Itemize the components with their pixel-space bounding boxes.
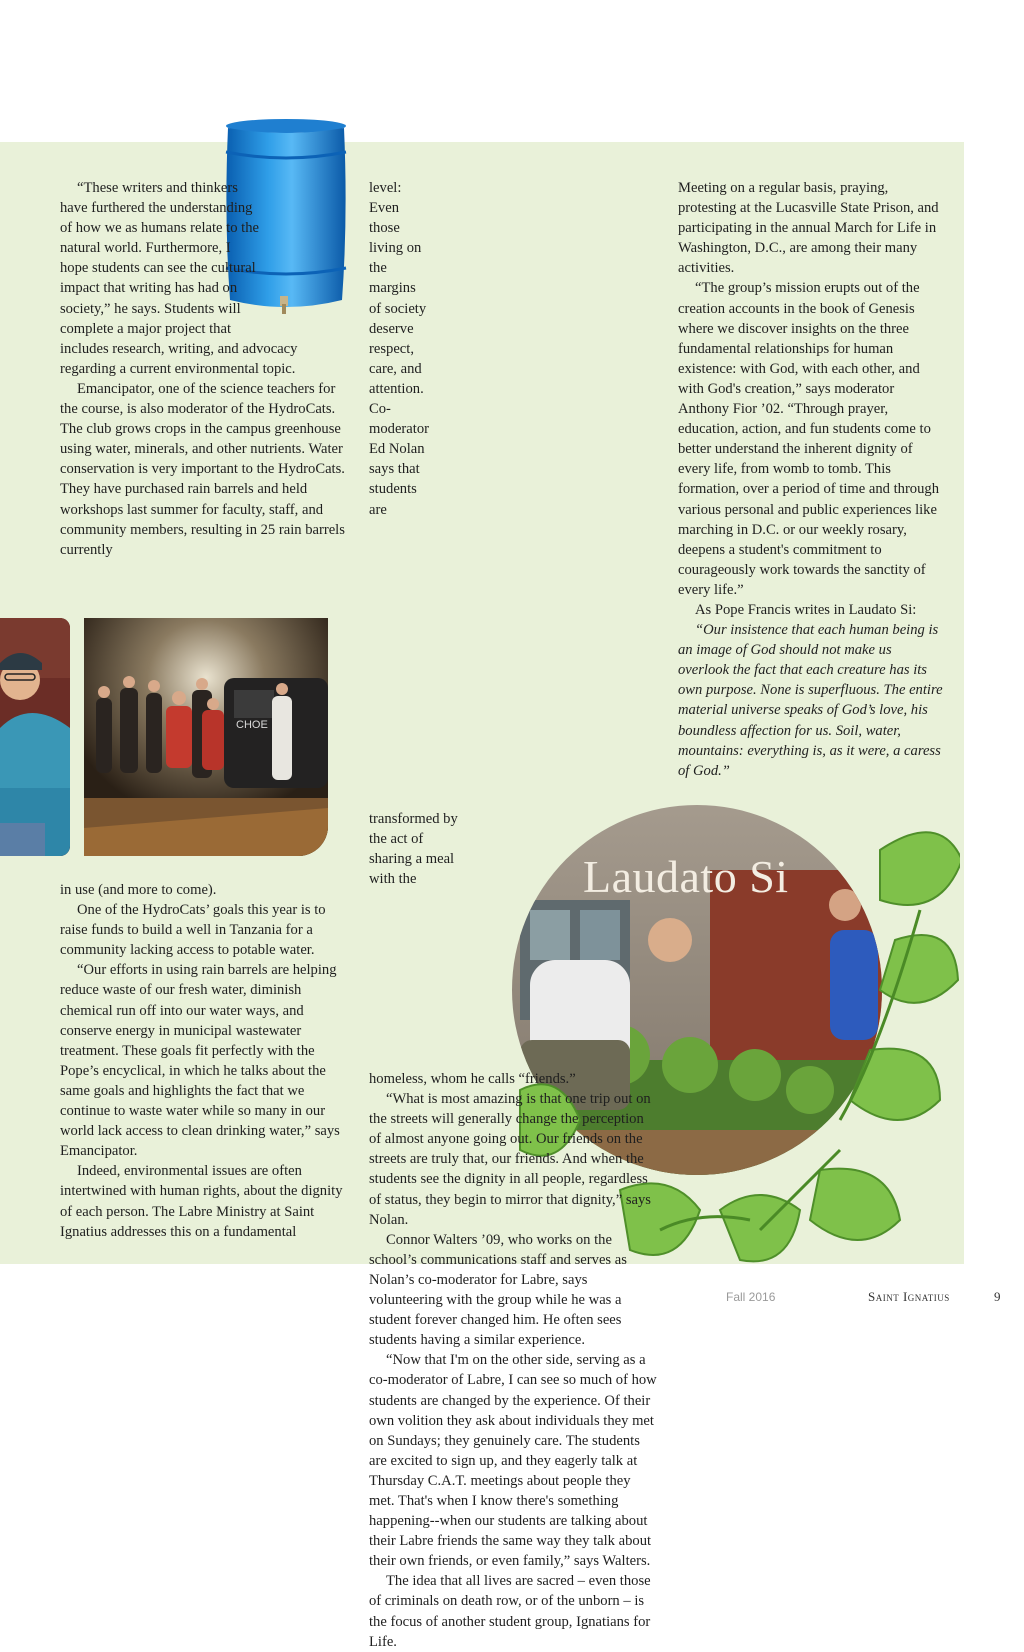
paragraph: As Pope Francis writes in Laudato Si: xyxy=(695,601,917,618)
laudato-si-title: Laudato Si xyxy=(583,851,789,902)
paragraph: “What is most amazing is that one trip out on the streets will generally change the perception of almost anyone going out. Our friends on the streets are truly that, our friends. And when the students see the dignity in all people, regardless of status, they begin to mirror that dignity,” says Nolan. xyxy=(369,1091,651,1228)
magazine-name: Saint Ignatius xyxy=(868,1289,950,1304)
paragraph: in use (and more to come). xyxy=(60,882,217,898)
paragraph: “These writers and thinkers have furthered the understanding of how we as humans relate to the natural world. Furthermore, I hope students can see the cultural impact that writing has had on society,” he says. Students will complete a major project that includes research, writing, and advocacy regarding a current environmental topic. xyxy=(60,180,298,377)
paragraph: level: Even those living on the margins of society deserve respect, care, and attention. Co-moderator Ed Nolan says that students are transformed by the act of sharing a meal with the homeless, whom he calls “friends.” xyxy=(369,180,576,1087)
van-lettering: CHOE xyxy=(236,719,268,731)
column-1-top xyxy=(60,178,346,560)
column-2 xyxy=(369,178,659,1652)
paragraph: Meeting on a regular basis, praying, protesting at the Lucasville State Prison, and participating in the annual March for Life in Washington, D.C., are among their many activities. xyxy=(678,180,939,277)
paragraph: Indeed, environmental issues are often intertwined with human rights, about the dignity of each person. The Labre Ministry at Saint Ignatius addresses this on a fundamental xyxy=(60,1163,343,1240)
issue-label: Fall 2016 xyxy=(726,1290,776,1304)
paragraph: “Our efforts in using rain barrels are helping reduce waste of our fresh water, diminish chemical run off into our water ways, and conserve energy in municipal wastewater treatment. These goals fit perfectly with the Pope’s encyclical, in which he talks about the same goals and highlights the fact that we continue to waste water while so many in our world lack access to clean drinking water,” says Emancipator. xyxy=(60,962,340,1160)
column-3 xyxy=(678,178,946,781)
column-1-bottom xyxy=(60,880,346,1242)
labre-group-night-photo xyxy=(84,618,328,856)
pope-francis-quote: “Our insistence that each human being is an image of God should not make us overlook the fact that each creature has its own purpose. None is superfluous. The entire material universe speaks of God’s love, his boundless affection for us. Soil, water, mountains: everything is, as it were, a caress of God.” xyxy=(678,622,943,779)
paragraph: Emancipator, one of the science teachers for the course, is also moderator of the HydroCats. The club grows crops in the campus greenhouse using water, minerals, and other nutrients. Water conservation is very important to the HydroCats. They have purchased rain barrels and held workshops last summer for faculty, staff, and community members, resulting in 25 rain barrels currently xyxy=(60,380,345,558)
student-portrait-photo xyxy=(0,618,70,856)
paragraph: “Now that I'm on the other side, serving as a co-moderator of Labre, I can see so much of how students are changed by the experience. Of their own volition they ask about individuals they met on Sundays; they genuinely care. The students are excited to sign up, and they eagerly talk at Thursday C.A.T. meetings about people they met. That's when I know there's something happening--when our students are talking about their Labre friends the same way they talk about their own friends, or even family,” says Walters. xyxy=(369,1352,657,1570)
paragraph: “The group’s mission erupts out of the creation accounts in the book of Genesis where we discover insights on the three fundamental relationships for human existence: with God, with each other, and with God's creation,” says moderator Anthony Fior ’02. “Through prayer, education, action, and fun students come to better understand the inherent dignity of every life, from womb to tomb. This formation, over a period of time and through various personal and public experiences like marching in D.C. or our weekly rosary, deepens a student's commitment to courageously work towards the sanctity of every life.” xyxy=(678,280,939,598)
paragraph: One of the HydroCats’ goals this year is to raise funds to build a well in Tanzania for a community lacking access to potable water. xyxy=(60,902,326,959)
page-number: 9 xyxy=(994,1289,1001,1304)
paragraph: The idea that all lives are sacred – even those of criminals on death row, or of the unborn – is the focus of another student group, Ignatians for Life. xyxy=(369,1573,651,1650)
paragraph: Connor Walters ’09, who works on the school’s communications staff and serves as Nolan’s co-moderator for Labre, says volunteering with the group while he was a student forever changed him. He often sees students having a similar experience. xyxy=(369,1231,627,1349)
